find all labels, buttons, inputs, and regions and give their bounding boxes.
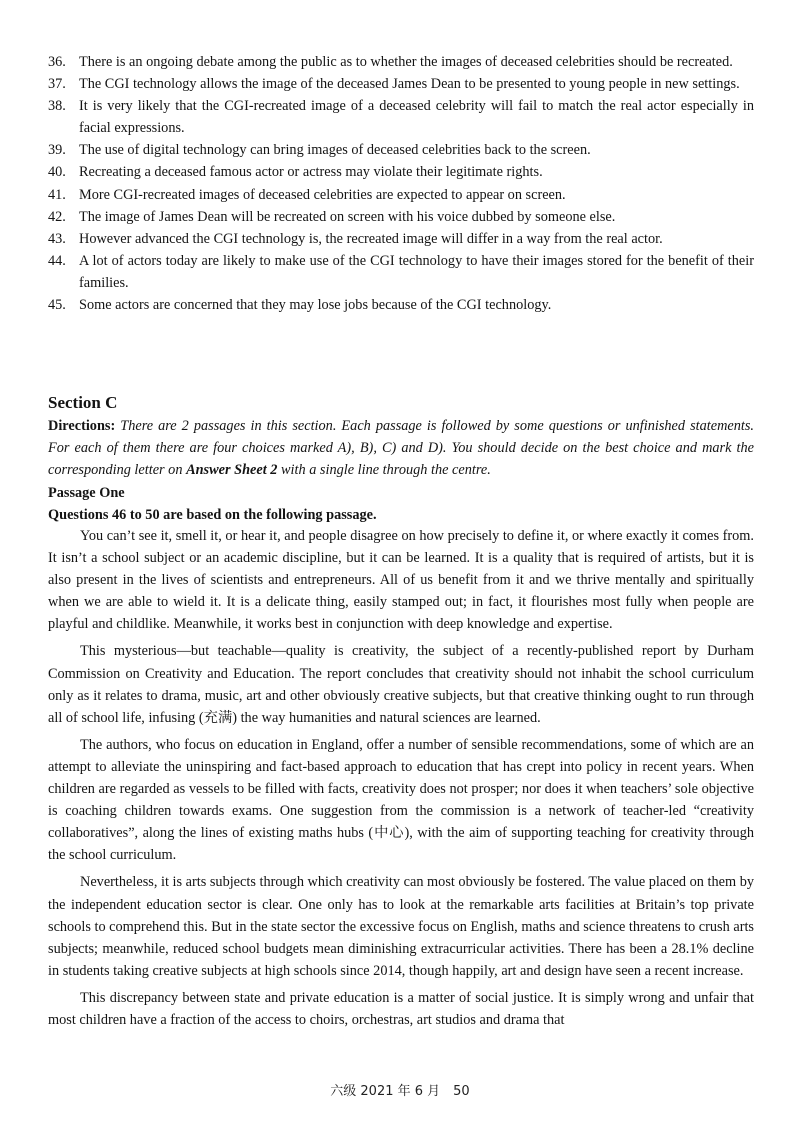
passage-body xyxy=(48,525,754,1036)
statement-number: 41. xyxy=(48,186,66,203)
statement-item xyxy=(48,161,754,183)
directions-block xyxy=(48,415,754,482)
statement-number: 40. xyxy=(48,164,66,181)
directions-label: Directions: xyxy=(48,418,116,434)
statement-text: The use of digital technology can bring images of deceased celebrities back to the screen. xyxy=(79,142,591,159)
passage-title: Passage One xyxy=(48,485,125,501)
statement-number: 39. xyxy=(48,142,66,159)
statement-item xyxy=(48,228,754,250)
statement-number: 37. xyxy=(48,76,66,93)
statement-text: However advanced the CGI technology is, the recreated image will differ in a way from the real actor. xyxy=(79,230,663,247)
statement-text: More CGI-recreated images of deceased celebrities are expected to appear on screen. xyxy=(79,186,566,203)
statement-item xyxy=(48,95,754,139)
statement-item xyxy=(48,206,754,228)
passage-paragraph: This discrepancy between state and private education is a matter of social justice. It is simply wrong and unfair that most children have a fraction of the access to choirs, orchestras, art studios and drama that xyxy=(48,989,754,1028)
statement-item xyxy=(48,51,754,73)
statement-text: Recreating a deceased famous actor or actress may violate their legitimate rights. xyxy=(79,164,543,181)
statement-text: Some actors are concerned that they may lose jobs because of the CGI technology. xyxy=(79,297,552,314)
statement-number: 42. xyxy=(48,208,66,225)
passage-paragraph: Nevertheless, it is arts subjects through which creativity can most obviously be fostered. The value placed on them by the independent education sector is clear. One only has to look at the remarkable arts facilities at Britain’s top private schools to comprehend this. But in the state sector the excessive focus on English, maths and science threatens to crush arts subjects; meanwhile, reduced school budgets mean diminishing extracurricular activities. There has been a 28.1% decline in students taking creative subjects at high schools since 2014, though happily, art and design have seen a recent increase. xyxy=(48,874,754,979)
directions-text: There are 2 passages in this section. Each passage is followed by some questions or unfinished statements. For each of them there are four choices marked A), B), C) and D). You should decide on the best choice and mark the corresponding letter on xyxy=(48,418,754,479)
statement-number: 36. xyxy=(48,54,66,70)
page-footer: 六级 2021 年 6 月 50 xyxy=(330,1084,470,1099)
statement-text: A lot of actors today are likely to make use of the CGI technology to have their images stored for the benefit of their families. xyxy=(79,252,754,291)
statement-number: 43. xyxy=(48,230,66,247)
directions-text-end: with a single line through the centre. xyxy=(277,462,491,479)
statement-number: 44. xyxy=(48,252,66,269)
statement-text: The image of James Dean will be recreated on screen with his voice dubbed by someone else. xyxy=(79,208,616,225)
passage-paragraph: You can’t see it, smell it, or hear it, and people disagree on how precisely to define it, or where exactly it comes from. It isn’t a school subject or an academic discipline, but it can be learned. It is a quality that is required of artists, but it is also present in the lives of scientists and entrepreneurs. All of us benefit from it and we thrive mentally and spiritually when we are able to wield it. It is a delicate thing, easily stamped out; in fact, it flourishes most fully when people are playful and childlike. Meanwhile, it works best in conjunction with deep knowledge and expertise. xyxy=(48,528,754,633)
statement-item xyxy=(48,139,754,161)
statement-text: The CGI technology allows the image of the deceased James Dean to be presented to young people in new settings. xyxy=(79,76,740,93)
passage-paragraph: The authors, who focus on education in England, offer a number of sensible recommendations, some of which are an attempt to alleviate the uninspiring and fact-based approach to education that has crept into policy in recent years. When children are regarded as vessels to be filled with facts, creativity does not prosper; nor does it when teachers’ sole objective is coaching children towards exams. One suggestion from the commission is a network of teacher-led “creativity collaboratives”, along the lines of existing maths hubs (中心), with the aim of supporting teaching for creativity through the school curriculum. xyxy=(48,736,754,864)
statement-item xyxy=(48,184,754,206)
statement-text: There is an ongoing debate among the public as to whether the images of deceased celebrities should be recreated. xyxy=(79,54,733,70)
passage-paragraph: This mysterious—but teachable—quality is creativity, the subject of a recently-published report by Durham Commission on Creativity and Education. The report concludes that creativity should not inhabit the school curriculum only as it relates to drama, music, art and other obviously creative subjects, but that creative thinking ought to run through all of school life, infusing (充满) the way humanities and natural sciences are learned. xyxy=(48,643,754,726)
answer-sheet-label: Answer Sheet 2 xyxy=(186,462,278,479)
section-title: Section C xyxy=(48,393,118,412)
statement-item xyxy=(48,73,754,95)
statement-number: 45. xyxy=(48,297,66,314)
statement-text: It is very likely that the CGI-recreated image of a deceased celebrity will fail to match the real actor especially in facial expressions. xyxy=(79,98,754,137)
statement-item xyxy=(48,250,754,294)
statement-number: 38. xyxy=(48,98,66,115)
questions-note: Questions 46 to 50 are based on the following passage. xyxy=(48,507,377,523)
statement-list xyxy=(48,51,754,316)
statement-item xyxy=(48,294,754,316)
